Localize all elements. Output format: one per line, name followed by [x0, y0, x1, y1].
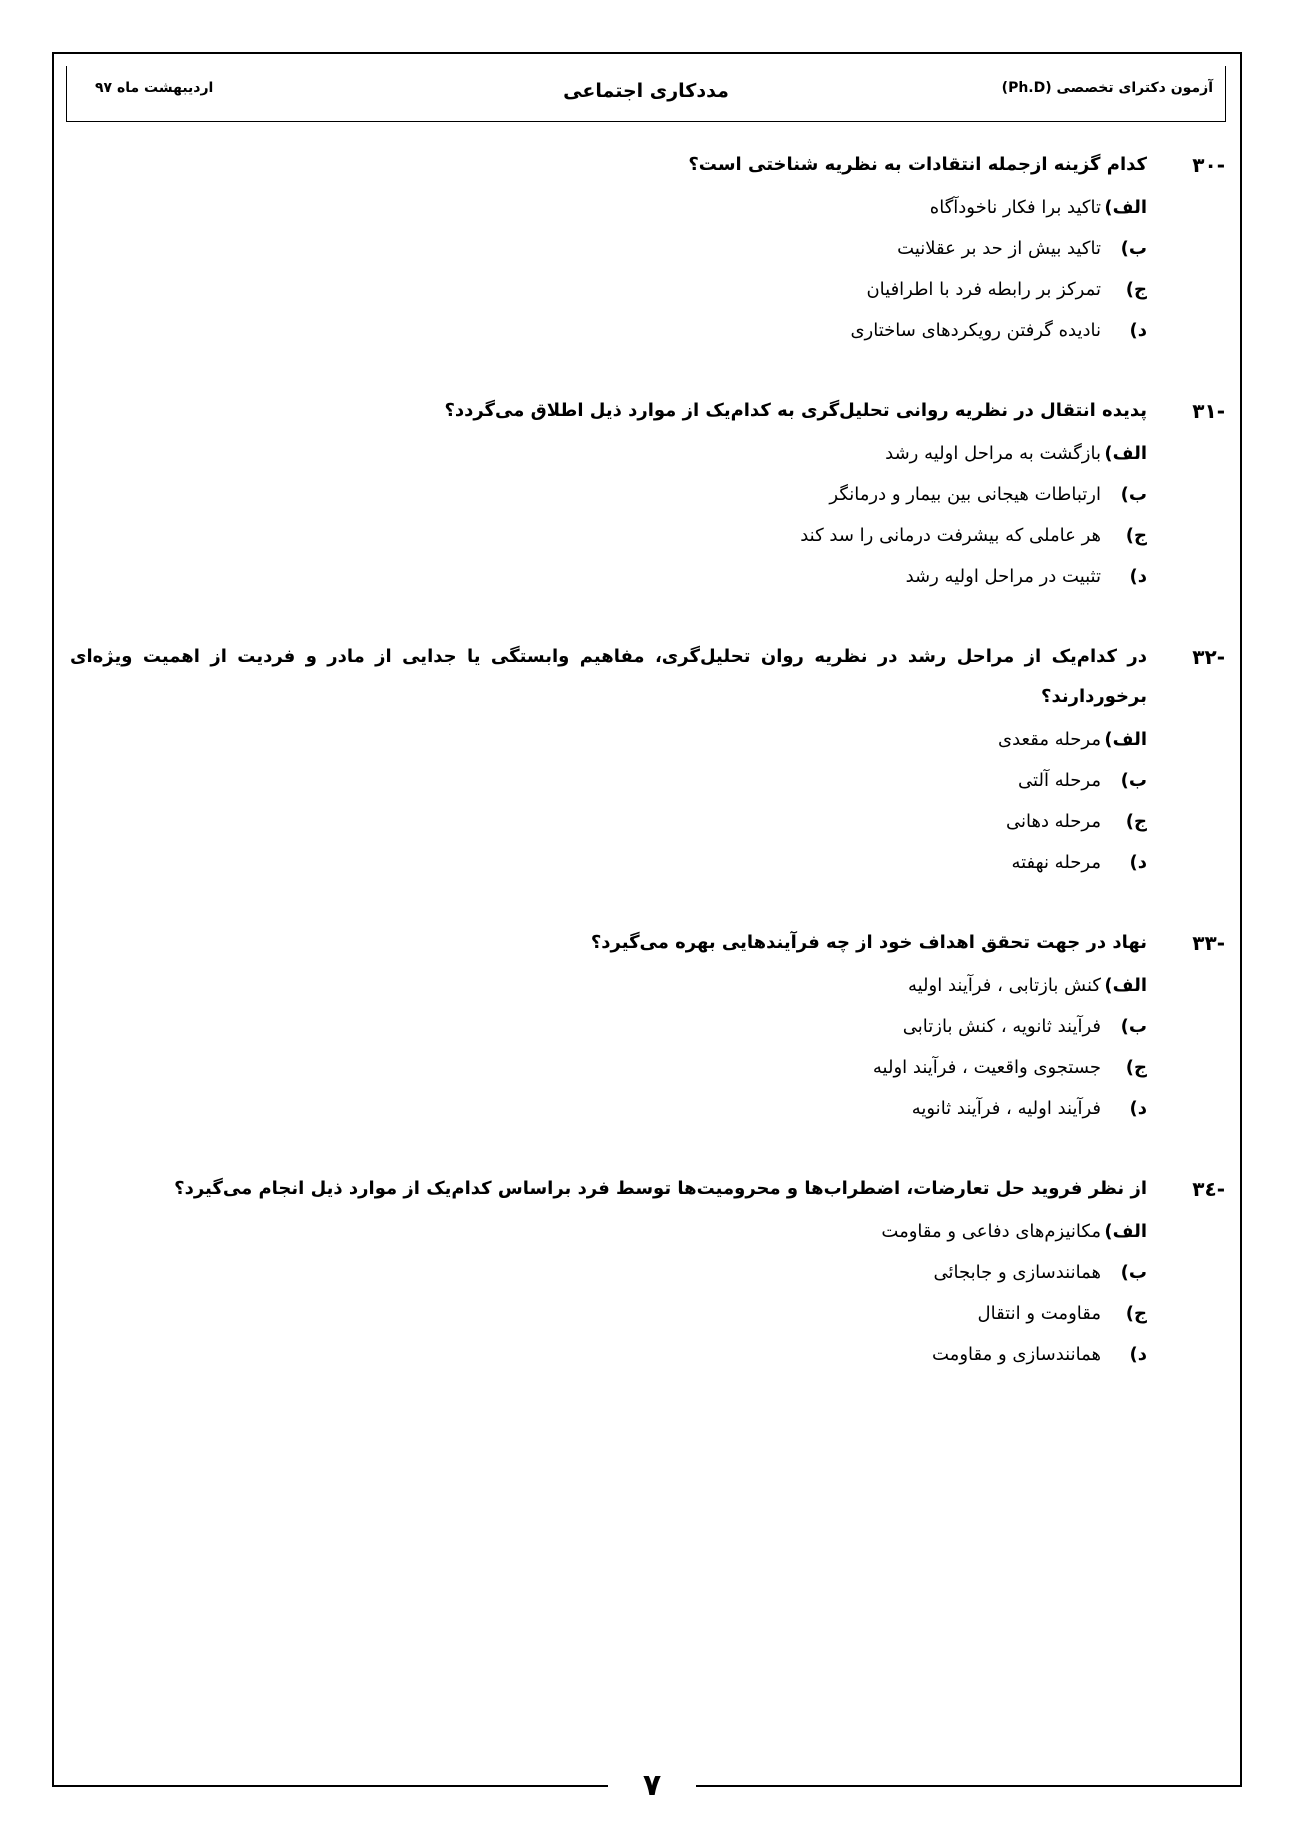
question-row	[70, 1169, 1225, 1209]
option-letter: الف)	[1104, 729, 1147, 750]
option-letter: ب)	[1120, 770, 1147, 791]
answer-option	[70, 556, 1147, 597]
answer-option	[70, 1334, 1147, 1375]
option-letter: الف)	[1104, 975, 1147, 996]
option-letter: ب)	[1120, 1016, 1147, 1037]
answer-option	[70, 474, 1147, 515]
question-text: پدیده انتقال در نظریه روانی تحلیل‌گری به کدام‌یک از موارد ذیل اطلاق می‌گردد؟	[444, 400, 1147, 421]
answer-option	[70, 965, 1147, 1006]
option-text: ارتباطات هیجانی بین بیمار و درمانگر	[829, 484, 1101, 505]
answer-option	[70, 719, 1147, 760]
option-letter: ج)	[1125, 811, 1147, 832]
answer-option	[70, 1047, 1147, 1088]
option-letter: د)	[1129, 1098, 1147, 1119]
answer-option	[70, 1252, 1147, 1293]
footer-rule-right	[696, 1785, 1242, 1787]
options-list	[70, 433, 1147, 597]
option-letter: ب)	[1120, 1262, 1147, 1283]
answer-option	[70, 310, 1147, 351]
question	[70, 637, 1225, 883]
answer-option	[70, 1211, 1147, 1252]
question-number: -۳۲	[1192, 645, 1225, 669]
option-text: هر عاملی که بیشرفت درمانی را سد کند	[800, 525, 1101, 546]
question-row	[70, 145, 1225, 185]
option-letter: ج)	[1125, 1303, 1147, 1324]
option-letter: ب)	[1120, 238, 1147, 259]
answer-option	[70, 269, 1147, 310]
question-number: -۳۰	[1192, 153, 1225, 177]
question-number: -۳۳	[1192, 931, 1225, 955]
answer-option	[70, 1006, 1147, 1047]
page-header	[66, 66, 1226, 122]
exam-title: آزمون دکترای تخصصی (Ph.D)	[1001, 80, 1213, 96]
question-text: در کدام‌یک از مراحل رشد در نظریه روان تحلیل‌گری، مفاهیم وابستگی یا جدایی از مادر و فردیت از اهمیت ویژه‌ای برخوردارند؟	[70, 646, 1147, 707]
questions-list	[70, 145, 1225, 1415]
question-row	[70, 637, 1225, 717]
option-text: تمرکز بر رابطه فرد با اطرافیان	[866, 279, 1101, 300]
option-text: مرحله مقعدی	[998, 729, 1101, 750]
footer-rule-left	[52, 1785, 608, 1787]
option-text: تاکید بیش از حد بر عقلانیت	[897, 238, 1101, 259]
option-text: تاکید برا فکار ناخودآگاه	[929, 197, 1101, 218]
exam-date: اردیبهشت ماه ۹۷	[95, 80, 214, 96]
options-list	[70, 719, 1147, 883]
option-text: مرحله دهانی	[1005, 811, 1101, 832]
question-text: نهاد در جهت تحقق اهداف خود از چه فرآیندهایی بهره می‌گیرد؟	[590, 932, 1147, 953]
option-letter: د)	[1129, 1344, 1147, 1365]
option-letter: د)	[1129, 852, 1147, 873]
option-text: کنش بازتابی ، فرآیند اولیه	[907, 975, 1101, 996]
answer-option	[70, 842, 1147, 883]
question	[70, 1169, 1225, 1375]
question	[70, 923, 1225, 1129]
option-letter: الف)	[1104, 443, 1147, 464]
options-list	[70, 187, 1147, 351]
option-letter: ج)	[1125, 1057, 1147, 1078]
option-text: جستجوی واقعیت ، فرآیند اولیه	[872, 1057, 1101, 1078]
question	[70, 145, 1225, 351]
answer-option	[70, 228, 1147, 269]
option-text: فرآیند اولیه ، فرآیند ثانویه	[911, 1098, 1101, 1119]
option-text: مرحله نهفته	[1011, 852, 1101, 873]
option-text: تثبیت در مراحل اولیه رشد	[905, 566, 1101, 587]
question-number: -۳۱	[1192, 399, 1225, 423]
question-number: -۳٤	[1192, 1177, 1225, 1201]
page-number: ۷	[642, 1768, 662, 1803]
option-letter: د)	[1129, 566, 1147, 587]
answer-option	[70, 1088, 1147, 1129]
option-text: بازگشت به مراحل اولیه رشد	[885, 443, 1101, 464]
option-text: همانندسازی و مقاومت	[932, 1344, 1101, 1365]
answer-option	[70, 515, 1147, 556]
question	[70, 391, 1225, 597]
answer-option	[70, 801, 1147, 842]
question-text: از نظر فروید حل تعارضات، اضطراب‌ها و محرومیت‌ها توسط فرد براساس کدام‌یک از موارد ذیل انجام می‌گیرد؟	[174, 1178, 1147, 1199]
option-text: همانندسازی و جابجائی	[933, 1262, 1101, 1283]
option-text: مرحله آلتی	[1018, 770, 1101, 791]
options-list	[70, 1211, 1147, 1375]
option-letter: الف)	[1104, 197, 1147, 218]
question-text: کدام گزینه ازجمله انتقادات به نظریه شناختی است؟	[688, 154, 1147, 175]
answer-option	[70, 760, 1147, 801]
option-letter: د)	[1129, 320, 1147, 341]
answer-option	[70, 1293, 1147, 1334]
option-letter: ج)	[1125, 279, 1147, 300]
answer-option	[70, 187, 1147, 228]
option-text: فرآیند ثانویه ، کنش بازتابی	[902, 1016, 1101, 1037]
answer-option	[70, 433, 1147, 474]
question-row	[70, 923, 1225, 963]
option-letter: الف)	[1104, 1221, 1147, 1242]
subject-title: مددکاری اجتماعی	[563, 80, 729, 102]
option-letter: ب)	[1120, 484, 1147, 505]
question-row	[70, 391, 1225, 431]
option-text: مکانیزم‌های دفاعی و مقاومت	[881, 1221, 1101, 1242]
options-list	[70, 965, 1147, 1129]
option-text: مقاومت و انتقال	[977, 1303, 1101, 1324]
option-text: نادیده گرفتن رویکردهای ساختاری	[850, 320, 1101, 341]
option-letter: ج)	[1125, 525, 1147, 546]
